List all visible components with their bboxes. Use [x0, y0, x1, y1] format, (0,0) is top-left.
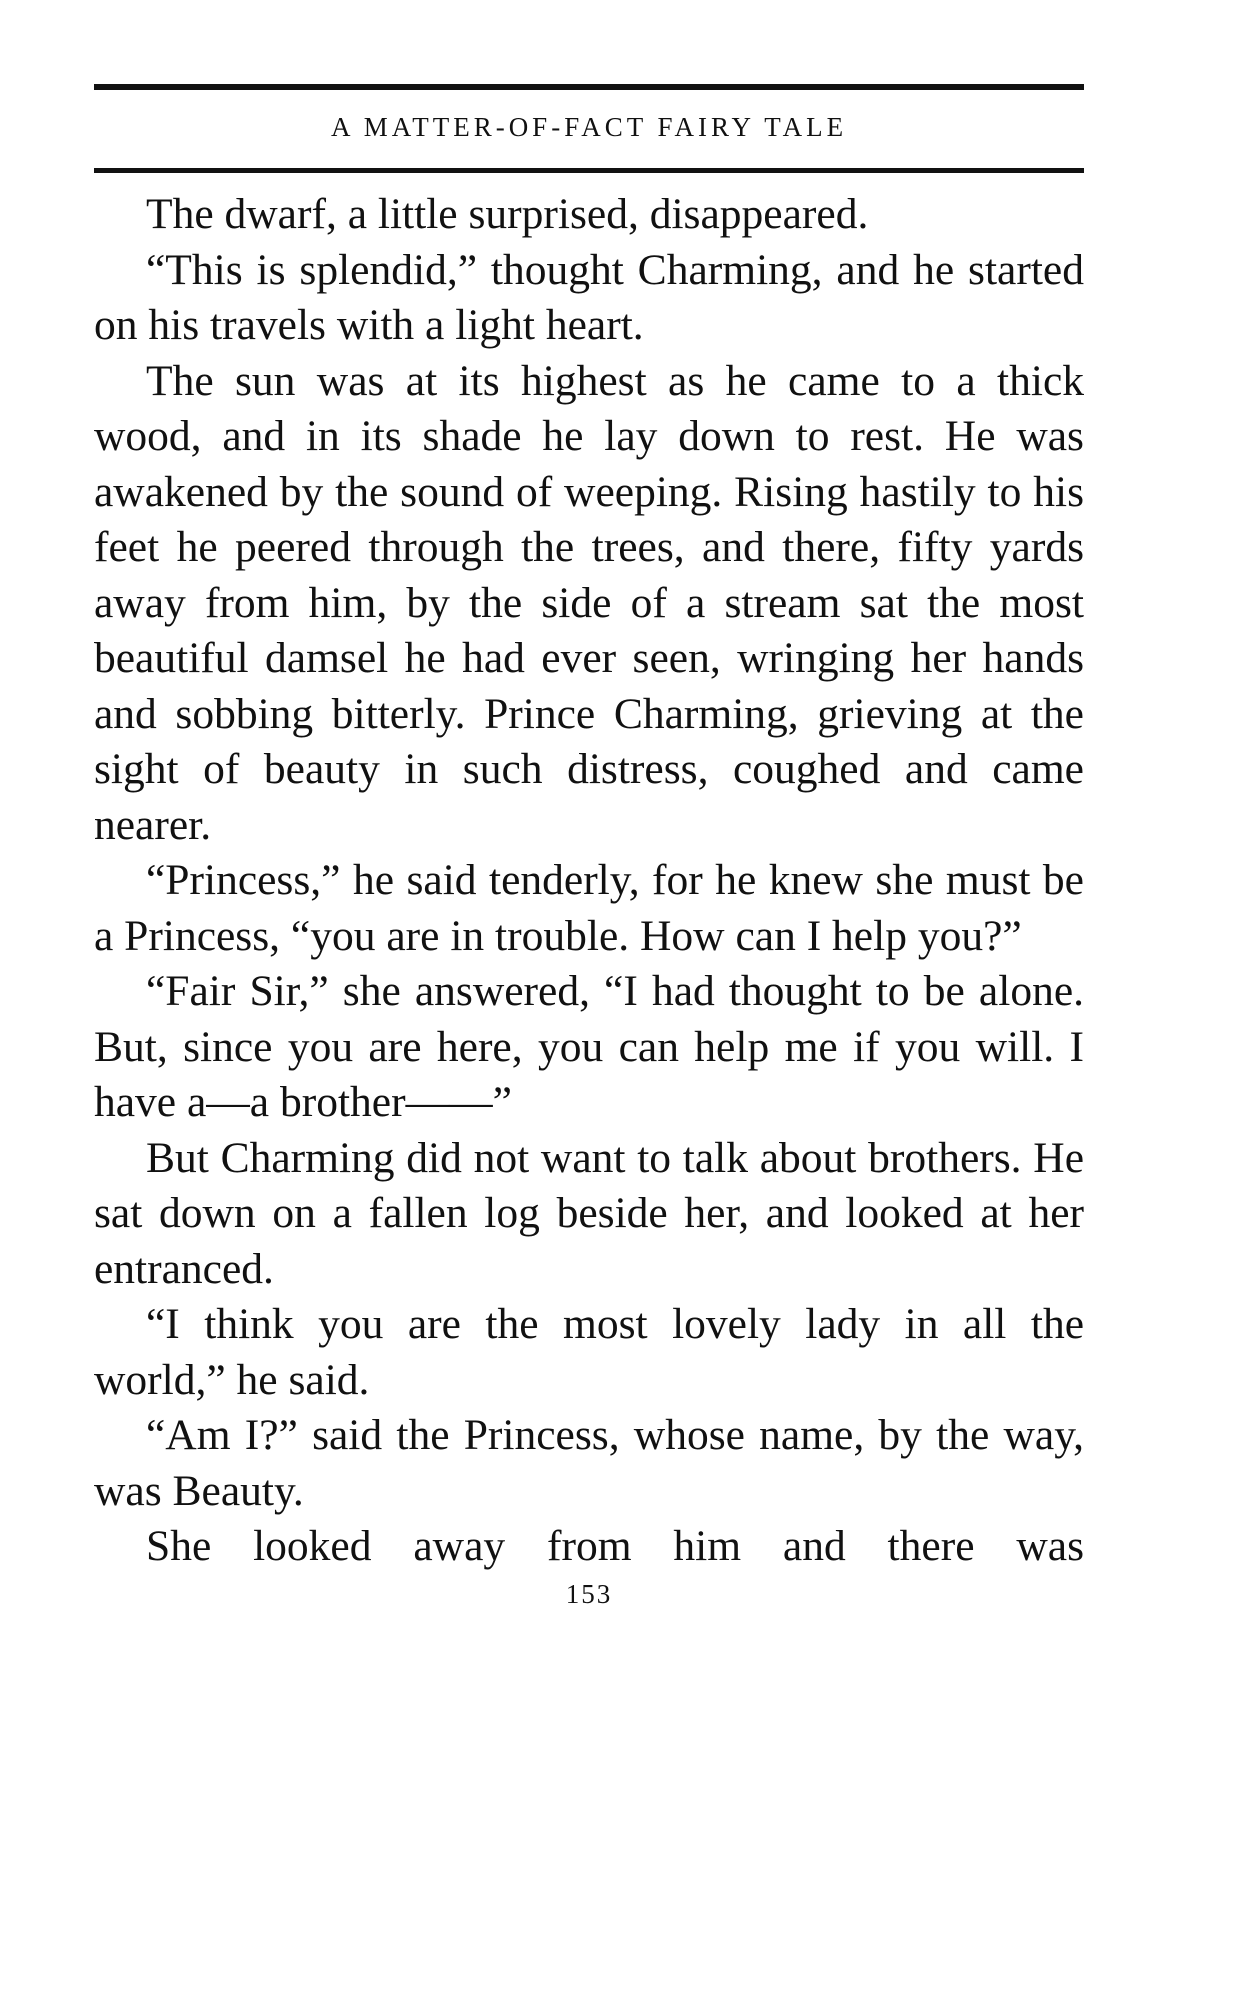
paragraph: The sun was at its highest as he came to a thick wood, and in its shade he lay down to rest. He was awakened by the sound of weeping. Rising hastily to his feet he peered through the trees, and there, fifty yards away from him, by the side of a stream sat the most beautiful damsel he had ever seen, wringing her hands and sobbing bitterly. Prince Charming, grieving at the sight of beauty in such distress, coughed and came nearer.	[94, 356, 1084, 849]
paragraph: “I think you are the most lovely lady in all the world,” he said.	[94, 1300, 1084, 1404]
paragraph: “Princess,” he said tenderly, for he knew she must be a Princess, “you are in trouble. How can I help you?”	[94, 856, 1084, 960]
paragraph: “Am I?” said the Princess, whose name, by the way, was Beauty.	[94, 1411, 1084, 1515]
page-number: 153	[565, 1578, 613, 1609]
header-bottom-rule	[94, 168, 1084, 173]
paragraph: “This is splendid,” thought Charming, and he started on his travels with a light heart.	[94, 245, 1084, 349]
header-top-rule	[94, 84, 1084, 90]
book-page	[94, 84, 1084, 1610]
running-head: A MATTER-OF-FACT FAIRY TALE	[330, 112, 848, 142]
paragraph: But Charming did not want to talk about brothers. He sat down on a fallen log beside her, and looked at her entranced.	[94, 1133, 1084, 1293]
paragraph: “Fair Sir,” she answered, “I had thought to be alone. But, since you are here, you can help me if you will. I have a—a brother——”	[94, 967, 1084, 1126]
paragraph: She looked away from him and there was	[146, 1522, 1084, 1570]
body-text	[94, 187, 1084, 1575]
paragraph: The dwarf, a little surprised, disappeared.	[146, 190, 869, 238]
